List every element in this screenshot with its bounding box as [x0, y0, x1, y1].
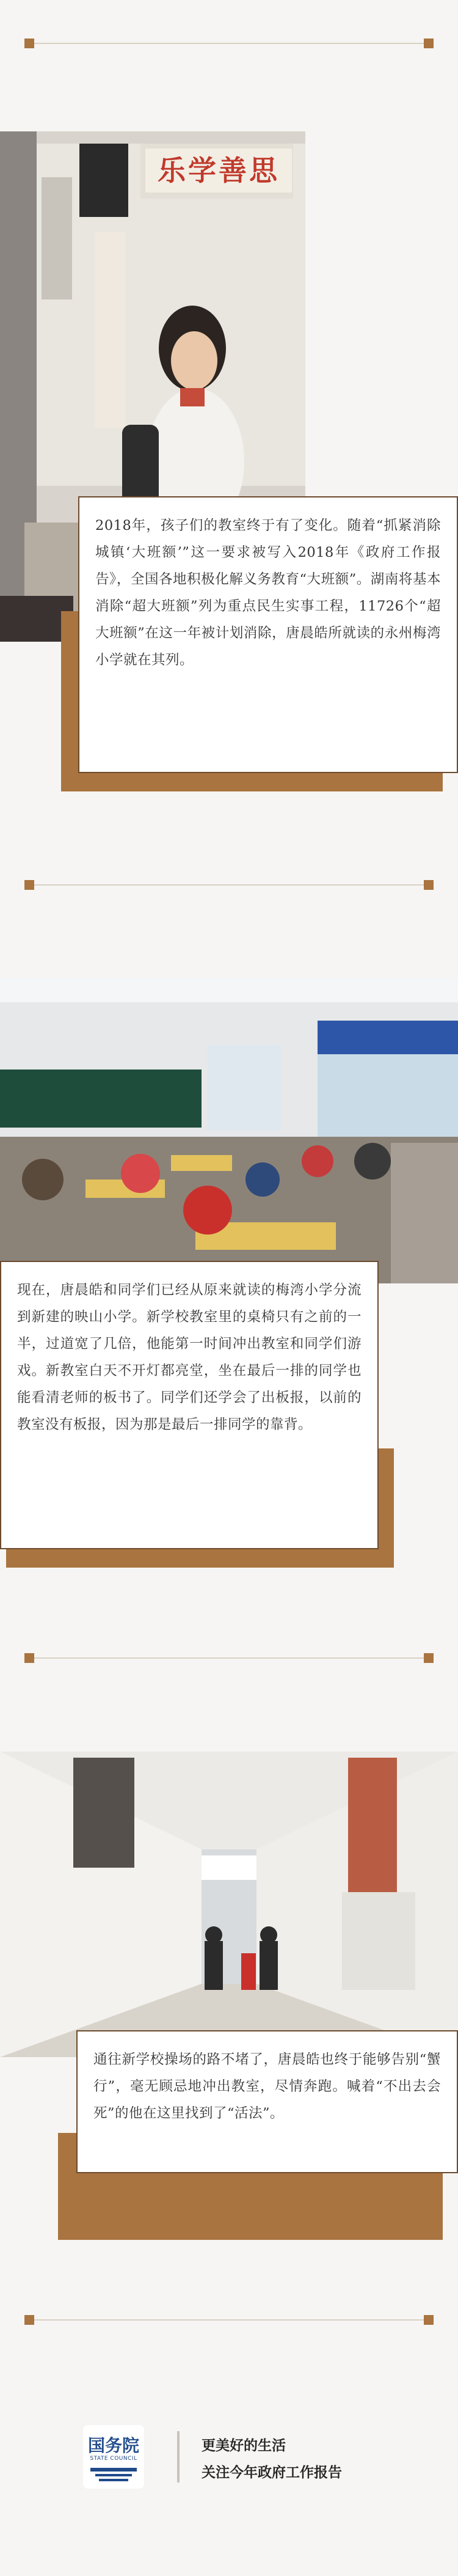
divider-marker [424, 2315, 434, 2325]
text-card-3 [76, 2030, 458, 2173]
text-card-2 [0, 1261, 379, 1549]
divider-marker [24, 1653, 34, 1663]
divider-middle-1 [24, 884, 434, 886]
paragraph-new-school: 现在，唐晨皓和同学们已经从原来就读的梅湾小学分流到新建的映山小学。新学校教室里的桌椅只有之前的一半，过道宽了几倍，他能第一时间冲出教室和同学们游戏。新教室白天不开灯都亮堂，坐在最后一排的同学也能看清老师的板书了。同学们还学会了出板报，以前的教室没有板报，因为那是最后一排同学的靠背。 [17, 1282, 362, 1433]
state-council-logo [83, 2425, 144, 2489]
footer-line-1: 更美好的生活 [202, 2438, 286, 2454]
paragraph-class-change: 2018年，孩子们的教室终于有了变化。随着“抓紧消除城镇‘大班额’”这一要求被写入2018年《政府工作报告》，全国各地积极化解义务教育“大班额”。湖南将基本消除“超大班额”列为重点民生实事工程，11726个“超大班额”在这一年被计划消除，唐晨皓所就读的永州梅湾小学就在其列。 [95, 518, 441, 668]
divider-marker [424, 1653, 434, 1663]
text-card-1 [78, 496, 458, 773]
divider-bottom [24, 2319, 434, 2321]
banner-sign: 乐学善思 [145, 149, 292, 193]
divider-marker [24, 2315, 34, 2325]
divider-middle-2 [24, 1657, 434, 1659]
divider-marker [24, 880, 34, 890]
divider-marker [424, 880, 434, 890]
logo-subtext: STATE COUNCIL [90, 2456, 137, 2462]
footer-separator [177, 2431, 180, 2482]
footer-line-2: 关注今年政府工作报告 [202, 2465, 342, 2481]
logo-text: 国务院 [87, 2435, 139, 2456]
divider-marker [424, 39, 434, 48]
photo-school-corridor [0, 1752, 458, 2057]
paragraph-playground: 通往新学校操场的路不堵了，唐晨皓也终于能够告别“蟹行”，毫无顾忌地冲出教室，尽情奔跑。喊着“不出去会死”的他在这里找到了“活法”。 [93, 2052, 441, 2121]
divider-top [24, 43, 434, 44]
photo-new-classroom [0, 978, 458, 1283]
divider-marker [24, 39, 34, 48]
